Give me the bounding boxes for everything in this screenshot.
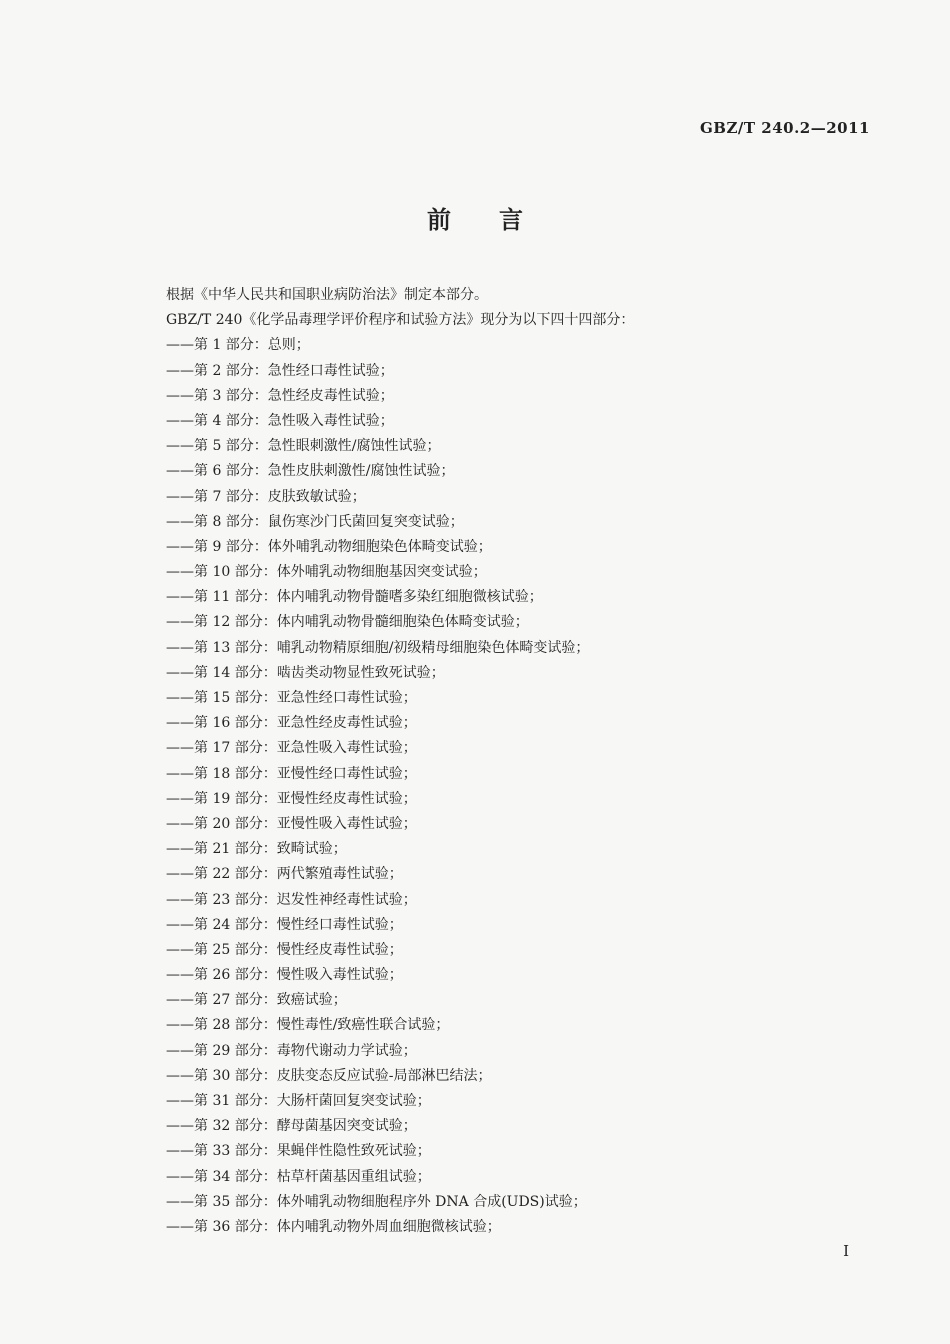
part-list-item: ——第 26 部分：慢性吸入毒性试验；: [166, 967, 403, 984]
part-list-item: ——第 30 部分：皮肤变态反应试验-局部淋巴结法；: [166, 1067, 492, 1084]
part-list-item: ——第 15 部分：亚急性经口毒性试验；: [166, 690, 417, 706]
part-list-item: ——第 10 部分：体外哺乳动物细胞基因突变试验；: [166, 564, 487, 581]
part-list-item: ——第 17 部分：亚急性吸入毒性试验；: [166, 740, 417, 757]
standard-code: GBZ/T 240.2—2011: [699, 119, 870, 137]
part-list-item: ——第 13 部分：哺乳动物精原细胞/初级精母细胞染色体畸变试验；: [166, 639, 590, 656]
part-list-item: ——第 20 部分：亚慢性吸入毒性试验；: [166, 815, 417, 832]
part-list: [166, 333, 866, 1240]
part-list-item: ——第 12 部分：体内哺乳动物骨髓细胞染色体畸变试验；: [166, 614, 529, 631]
part-list-item: ——第 14 部分：啮齿类动物显性致死试验；: [166, 664, 445, 681]
part-list-item: ——第 34 部分：枯草杆菌基因重组试验；: [166, 1168, 431, 1185]
part-list-item: ——第 1 部分：总则；: [166, 337, 310, 354]
document-body: [166, 283, 866, 1240]
part-list-item: ——第 5 部分：急性眼刺激性/腐蚀性试验；: [166, 438, 441, 455]
part-list-item: ——第 22 部分：两代繁殖毒性试验；: [166, 866, 403, 883]
intro-paragraph: 根据《中华人民共和国职业病防治法》制定本部分。: [166, 287, 488, 303]
part-list-item: ——第 2 部分：急性经口毒性试验；: [166, 362, 394, 379]
part-list-item: ——第 24 部分：慢性经口毒性试验；: [166, 916, 403, 933]
part-list-item: ——第 6 部分：急性皮肤刺激性/腐蚀性试验；: [166, 463, 455, 480]
part-list-item: ——第 23 部分：迟发性神经毒性试验；: [166, 891, 417, 908]
part-list-item: ——第 27 部分：致癌试验；: [166, 992, 347, 1009]
part-list-item: ——第 21 部分：致畸试验；: [166, 841, 347, 858]
part-list-item: ——第 35 部分：体外哺乳动物细胞程序外 DNA 合成(UDS)试验；: [166, 1193, 587, 1210]
part-list-item: ——第 31 部分：大肠杆菌回复突变试验；: [166, 1093, 431, 1109]
part-list-item: ——第 36 部分：体内哺乳动物外周血细胞微核试验；: [166, 1218, 501, 1235]
part-list-item: ——第 3 部分：急性经皮毒性试验；: [166, 387, 394, 404]
part-list-item: ——第 28 部分：慢性毒性/致癌性联合试验；: [166, 1017, 450, 1034]
page-number: I: [843, 1242, 849, 1260]
part-list-item: ——第 29 部分：毒物代谢动力学试验；: [166, 1042, 417, 1059]
part-list-item: ——第 16 部分：亚急性经皮毒性试验；: [166, 715, 417, 732]
part-list-item: ——第 32 部分：酵母菌基因突变试验；: [166, 1118, 417, 1135]
part-list-item: ——第 9 部分：体外哺乳动物细胞染色体畸变试验；: [166, 538, 492, 555]
part-list-item: ——第 19 部分：亚慢性经皮毒性试验；: [166, 790, 417, 807]
part-list-item: ——第 7 部分：皮肤致敏试验；: [166, 488, 366, 505]
part-list-item: ——第 33 部分：果蝇伴性隐性致死试验；: [166, 1143, 431, 1160]
part-list-item: ——第 8 部分：鼠伤寒沙门氏菌回复突变试验；: [166, 513, 464, 530]
part-list-item: ——第 4 部分：急性吸入毒性试验；: [166, 412, 394, 429]
part-list-item: ——第 18 部分：亚慢性经口毒性试验；: [166, 765, 417, 782]
part-list-item: ——第 25 部分：慢性经皮毒性试验；: [166, 941, 403, 958]
intro-paragraph: GBZ/T 240《化学品毒理学评价程序和试验方法》现分为以下四十四部分：: [166, 312, 635, 329]
page-title: 前言: [427, 205, 571, 234]
part-list-item: ——第 11 部分：体内哺乳动物骨髓嗜多染红细胞微核试验；: [166, 589, 543, 606]
